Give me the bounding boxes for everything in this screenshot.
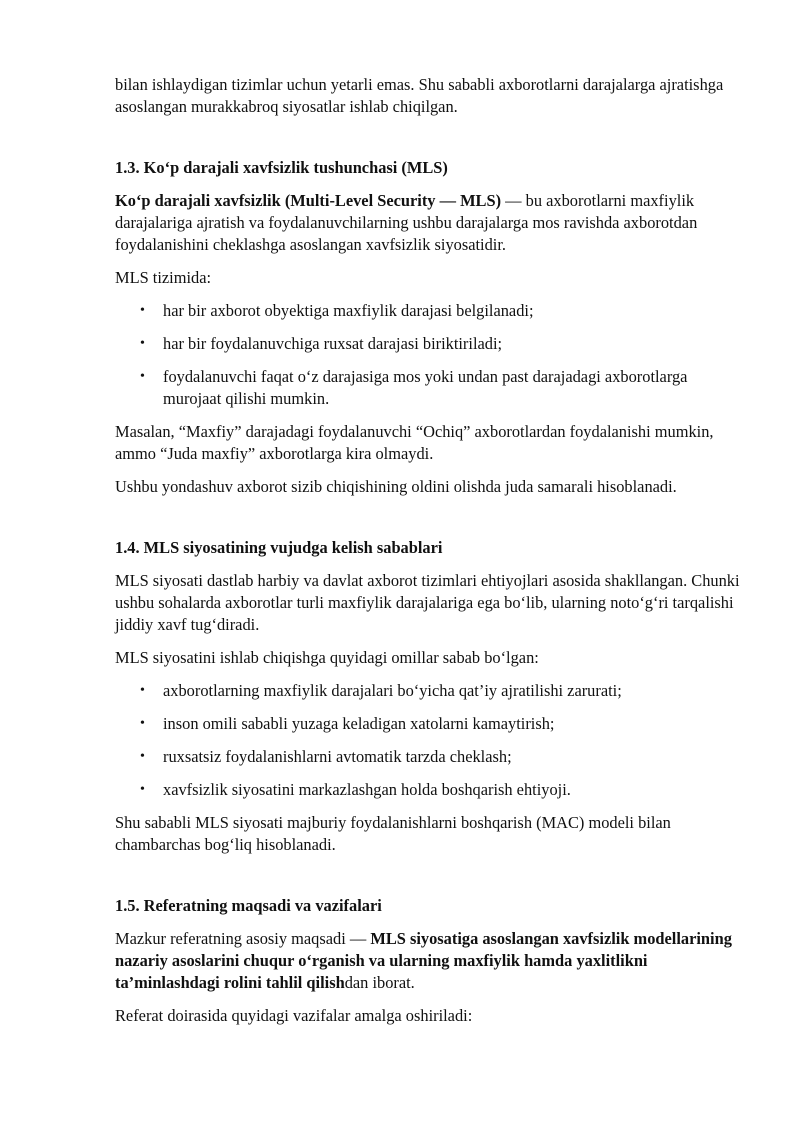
goal-paragraph [115, 928, 740, 994]
section-1-3-heading: 1.3. Ko‘p darajali xavfsizlik tushunchasi (MLS) [115, 158, 448, 177]
mls-definition-text: — bu axborotlarni maxfiylik darajalariga ajratish va foydalanuvchilarning ushbu darajalarga mos ravishda axborotdan foydalanishini cheklashga asoslangan xavfsizlik siyosatidir. [115, 191, 698, 254]
goal-text-bold: MLS siyosatiga asoslangan xavfsizlik modellarining nazariy asoslarini chuqur o‘rganish va ularning maxfiylik hamda yaxlitlikni ta’minlashdagi rolini tahlil qilish [115, 929, 732, 992]
effectiveness-paragraph: Ushbu yondashuv axborot sizib chiqishining oldini olishda juda samarali hisoblanadi. [115, 477, 677, 496]
section-1-5-heading: 1.5. Referatning maqsadi va vazifalari [115, 896, 382, 915]
list-item: • ruxsatsiz foydalanishlarni avtomatik tarzda cheklash; [115, 746, 740, 768]
tasks-lead: Referat doirasida quyidagi vazifalar amalga oshiriladi: [115, 1006, 473, 1025]
factors-lead: MLS siyosatini ishlab chiqishga quyidagi omillar sabab bo‘lgan: [115, 648, 539, 667]
mls-properties-list [115, 300, 740, 410]
mac-relation-paragraph: Shu sababli MLS siyosati majburiy foydalanishlarni boshqarish (MAC) modeli bilan chambarchas bog‘liq hisoblanadi. [115, 813, 671, 854]
list-item: • foydalanuvchi faqat o‘z darajasiga mos yoki undan past darajadagi axborotlarga murojaat qilishi mumkin. [115, 366, 740, 410]
example-paragraph: Masalan, “Maxfiy” darajadagi foydalanuvchi “Ochiq” axborotlardan foydalanishi mumkin, ammo “Juda maxfiy” axborotlarga kira olmaydi. [115, 422, 714, 463]
origin-paragraph: MLS siyosati dastlab harbiy va davlat axborot tizimlari ehtiyojlari asosida shakllangan. Chunki ushbu sohalarda axborotlar turli maxfiylik darajalariga ega bo‘lib, ularning noto‘g‘ri tarqalishi jiddiy xavf tug‘diradi. [115, 571, 740, 634]
section-1-4-heading: 1.4. MLS siyosatining vujudga kelish sabablari [115, 538, 443, 557]
goal-text-post: dan iborat. [344, 973, 415, 992]
list-item: • inson omili sababli yuzaga keladigan xatolarni kamaytirish; [115, 713, 740, 735]
list-item: • har bir foydalanuvchiga ruxsat darajasi biriktiriladi; [115, 333, 740, 355]
list-item: • xavfsizlik siyosatini markazlashgan holda boshqarish ehtiyoji. [115, 779, 740, 801]
mls-term: Ko‘p darajali xavfsizlik (Multi-Level Security — MLS) [115, 191, 502, 210]
mls-system-lead: MLS tizimida: [115, 268, 212, 287]
intro-paragraph: bilan ishlaydigan tizimlar uchun yetarli emas. Shu sababli axborotlarni darajalarga ajratishga asoslangan murakkabroq siyosatlar ishlab chiqilgan. [115, 75, 724, 116]
goal-text-pre: Mazkur referatning asosiy maqsadi — [115, 929, 371, 948]
list-item: • axborotlarning maxfiylik darajalari bo‘yicha qat’iy ajratilishi zarurati; [115, 680, 740, 702]
factors-list [115, 680, 740, 801]
document-page [115, 74, 740, 1038]
mls-definition-paragraph [115, 190, 740, 256]
list-item: • har bir axborot obyektiga maxfiylik darajasi belgilanadi; [115, 300, 740, 322]
